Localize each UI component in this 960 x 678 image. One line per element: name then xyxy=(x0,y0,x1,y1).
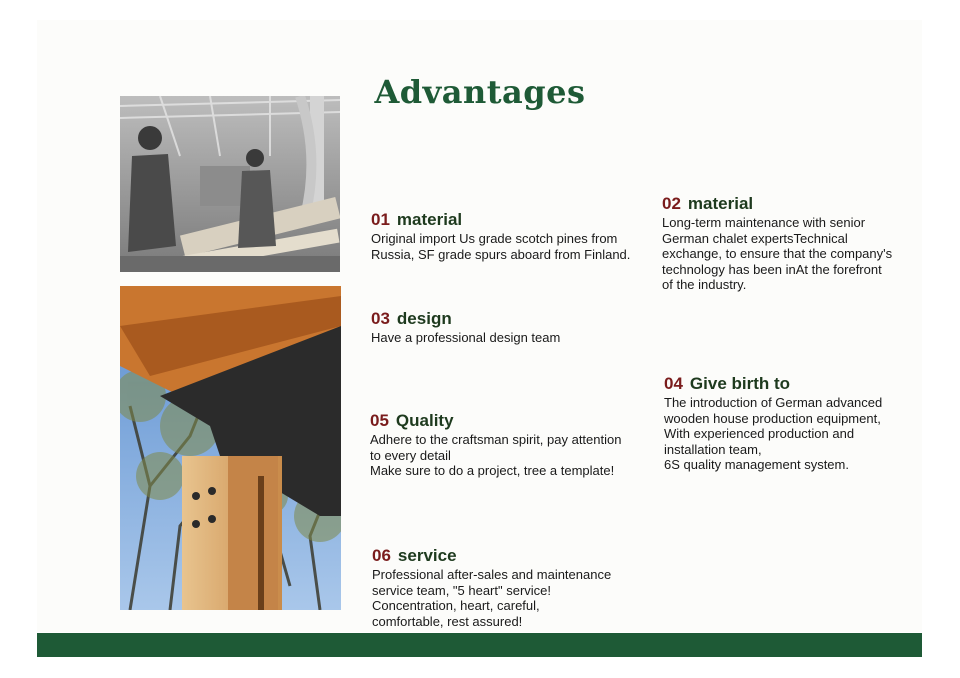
advantage-item-03 xyxy=(371,309,656,346)
advantage-heading xyxy=(372,546,657,566)
advantage-heading xyxy=(371,309,656,329)
advantage-description: Have a professional design team xyxy=(371,330,561,345)
advantage-description: The introduction of German advanced wooden house production equipment, With experienced production and installation team, 6S quality management system. xyxy=(664,395,883,473)
advantage-heading xyxy=(664,374,922,394)
advantage-description: Original import Us grade scotch pines from Russia, SF grade spurs aboard from Finland. xyxy=(371,231,631,262)
advantage-number: 04 xyxy=(664,374,683,393)
factory-workers-photo xyxy=(120,96,340,272)
advantage-description: Long-term maintenance with senior German chalet expertsTechnical exchange, to ensure that the company's technology has been inAt the forefront of the industry. xyxy=(662,215,893,293)
advantage-item-05 xyxy=(370,411,660,479)
advantage-number: 01 xyxy=(371,210,390,229)
timber-post-photo xyxy=(120,286,341,610)
footer-bar xyxy=(37,633,922,657)
advantage-title: Quality xyxy=(395,411,454,430)
advantage-title: service xyxy=(397,546,457,565)
advantage-title: design xyxy=(396,309,452,328)
advantage-description: Adhere to the craftsman spirit, pay attention to every detail Make sure to do a project, tree a template! xyxy=(370,432,622,479)
advantage-item-02 xyxy=(662,194,922,293)
advantage-item-04 xyxy=(664,374,922,473)
advantage-description: Professional after-sales and maintenance service team, "5 heart" service! Concentration, heart, careful, comfortable, rest assured! xyxy=(372,567,612,629)
advantage-item-06 xyxy=(372,546,657,629)
advantage-heading xyxy=(371,210,656,230)
advantage-number: 06 xyxy=(372,546,391,565)
advantage-title: Give birth to xyxy=(689,374,791,393)
advantage-number: 05 xyxy=(370,411,389,430)
advantage-heading xyxy=(370,411,660,431)
advantage-number: 03 xyxy=(371,309,390,328)
advantage-item-01 xyxy=(371,210,656,262)
advantage-title: material xyxy=(396,210,463,229)
advantage-number: 02 xyxy=(662,194,681,213)
advantage-heading xyxy=(662,194,922,214)
page-title: Advantages xyxy=(374,73,586,112)
advantage-title: material xyxy=(687,194,754,213)
